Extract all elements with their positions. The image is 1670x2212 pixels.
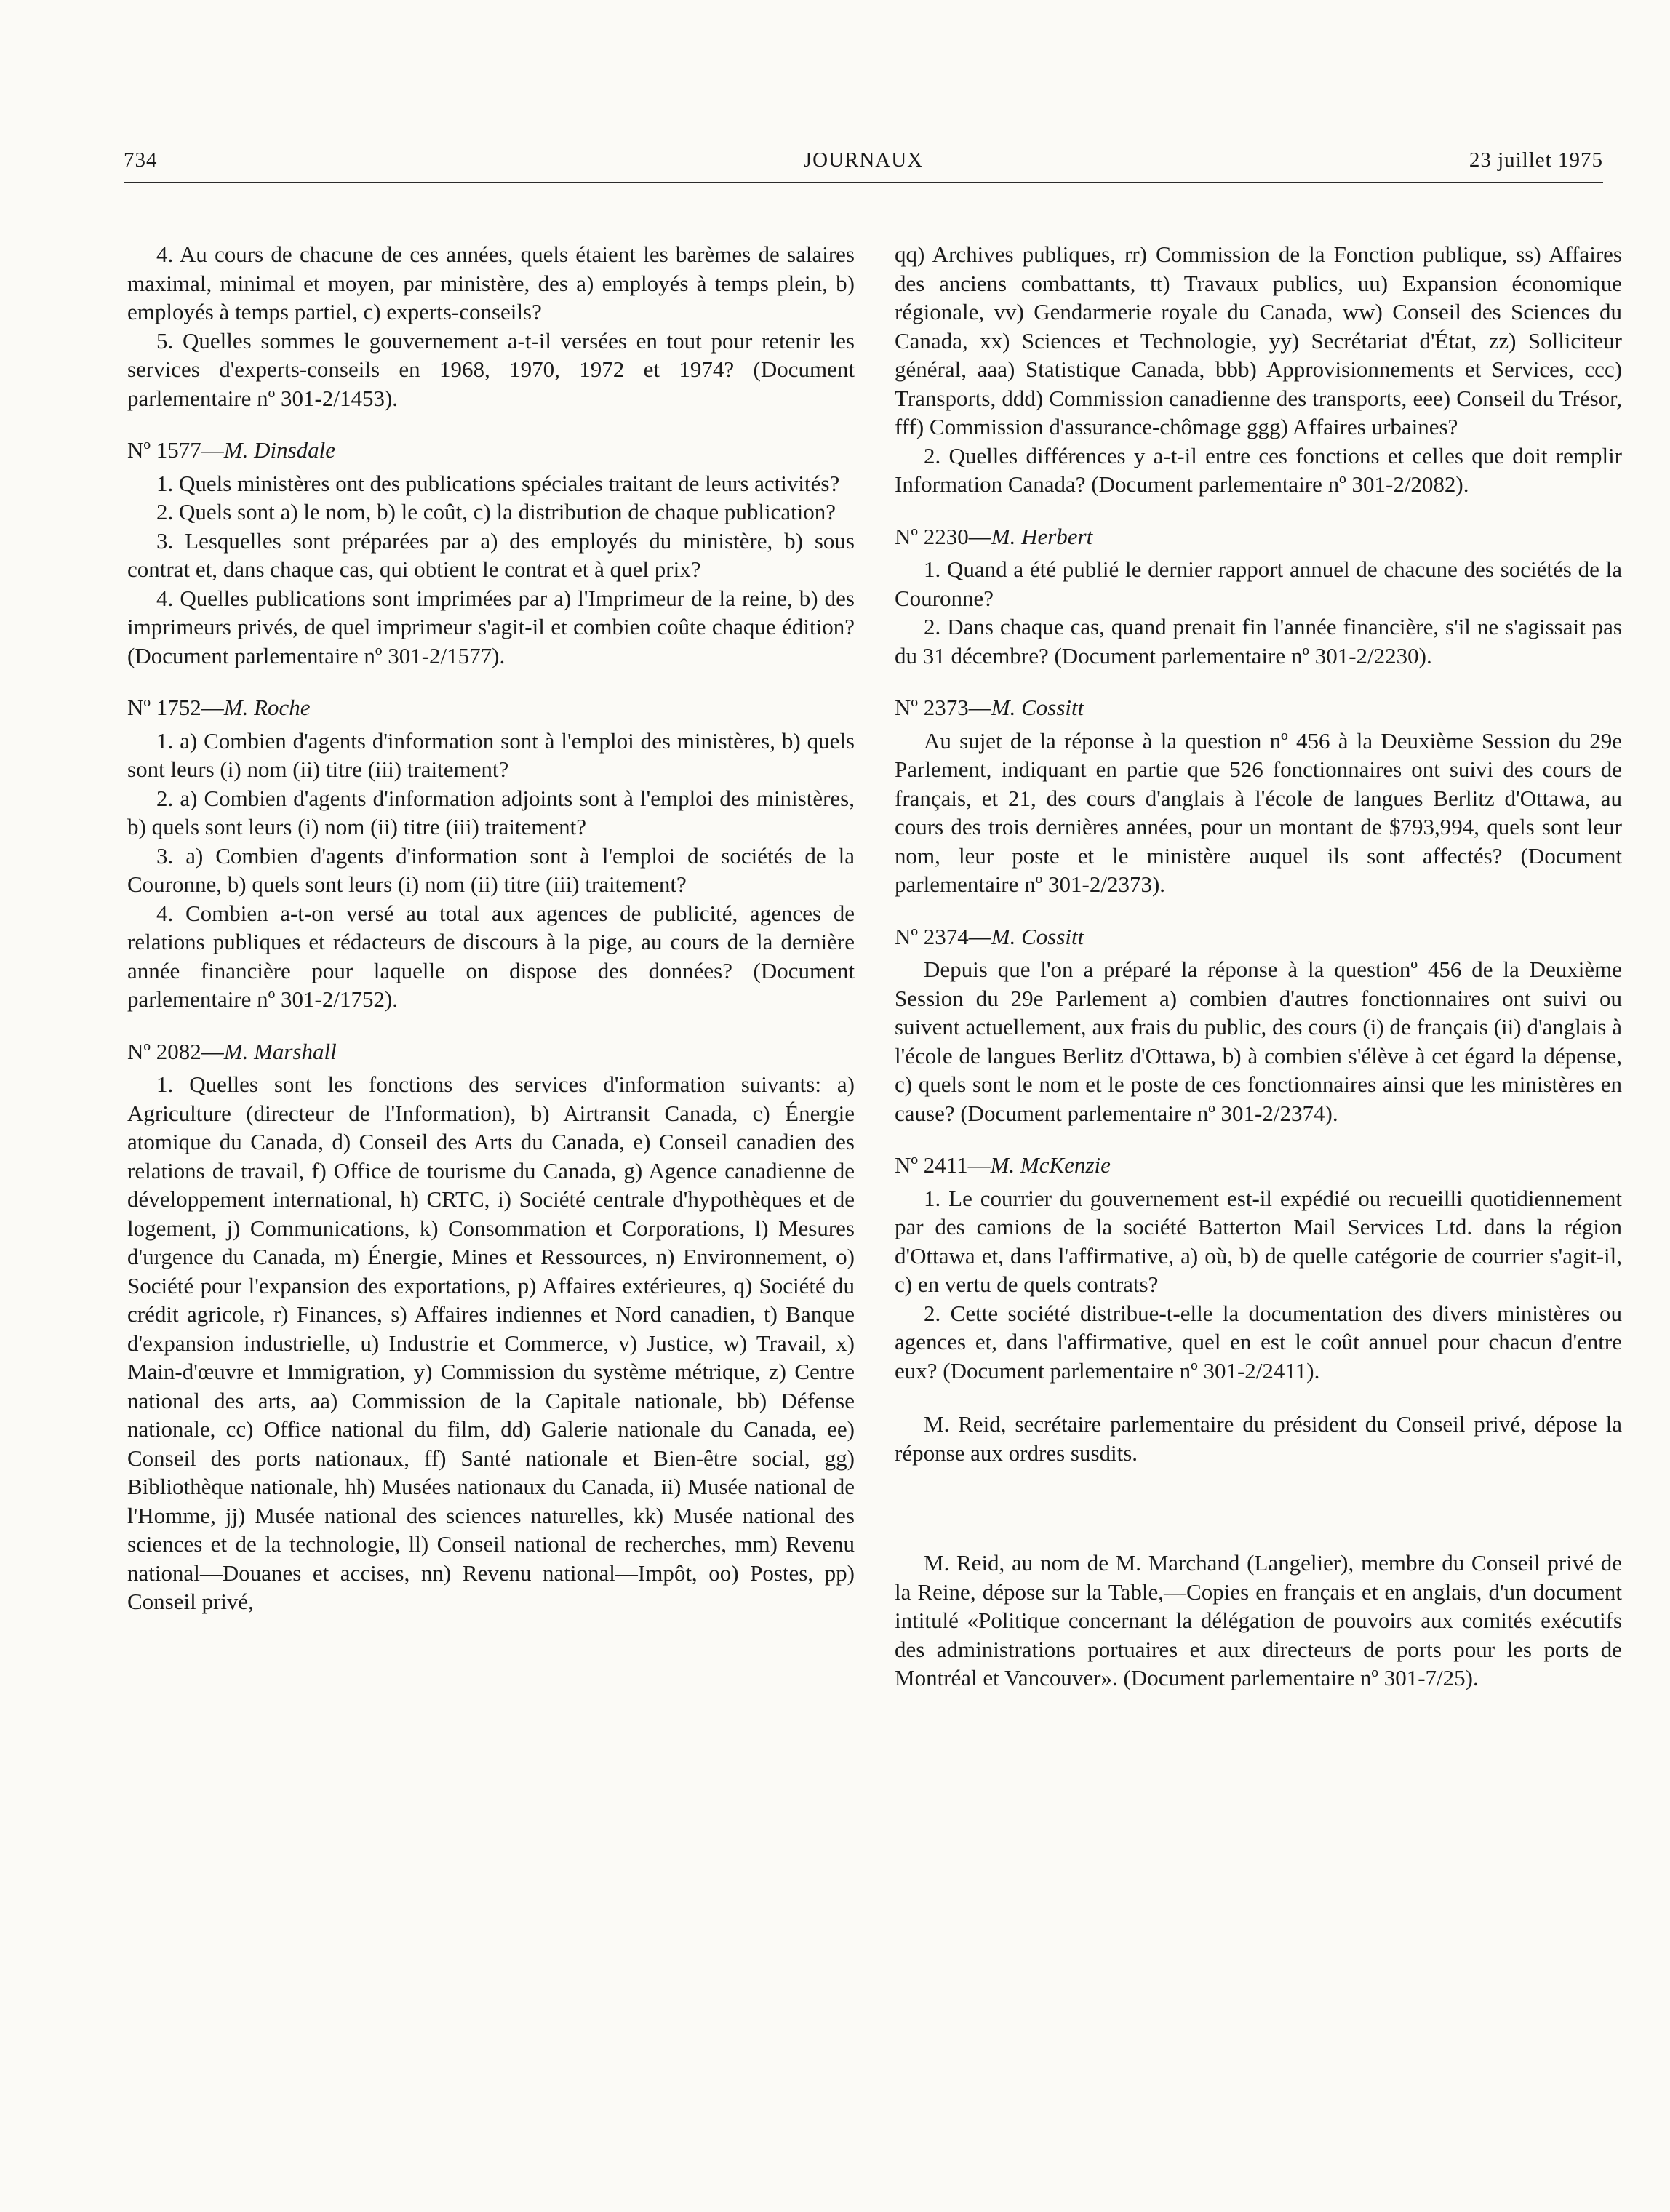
paragraph: 3. a) Combien d'agents d'information sont à l'emploi de sociétés de la Couronne, b) quels sont leurs (i) nom (ii) titre (iii) traitement? [127,842,855,897]
right-column [895,240,1622,1693]
running-title: JOURNAUX [803,148,924,172]
question-heading-1577: Nº 1577—M. Dinsdale [127,437,336,463]
paragraph: 1. a) Combien d'agents d'information sont à l'emploi des ministères, b) quels sont leurs (i) nom (ii) titre (iii) traitement? [127,727,855,782]
paragraph: 1. Le courrier du gouvernement est-il expédié ou recueilli quotidiennement par des camions de la société Batterton Mail Services Ltd. dans la région d'Ottawa et, dans l'affirmative, a) où, b) de quelle catégorie de courrier s'agit-il, c) en vertu de quels contrats? [895,1185,1622,1297]
notice-reid: M. Reid, secrétaire parlementaire du président du Conseil privé, dépose la réponse aux ordres susdits. [895,1411,1622,1466]
paragraph: 1. Quels ministères ont des publications spéciales traitant de leurs activités? [156,470,840,496]
paragraph: 1. Quand a été publié le dernier rapport annuel de chacune des sociétés de la Couronne? [895,556,1622,611]
question-heading-2230: Nº 2230—M. Herbert [895,523,1093,549]
question-heading-2411: Nº 2411—M. McKenzie [895,1152,1111,1178]
page-header [124,145,1603,183]
paragraph: 2. Cette société distribue-t-elle la documentation des divers ministères ou agences et, dans l'affirmative, quel en est le coût annuel pour chacun d'entre eux? (Document parlementaire nº 301-2/2411). [895,1300,1622,1384]
paragraph: Depuis que l'on a préparé la réponse à la questionº 456 de la Deuxième Session du 29e Parlement a) combien d'autres fonctionnaires ont suivi ou suivent actuellement, aux frais du public, des cours (i) de français (ii) d'anglais à l'école de langues Berlitz d'Ottawa, b) à combien s'élève à cet égard la dépense, c) quels sont le nom et le poste de ces fonctionnaires ainsi que les ministères en cause? (Document parlementaire nº 301-2/2374). [895,957,1622,1126]
paragraph: 2. Quelles différences y a-t-il entre ces fonctions et celles que doit remplir Information Canada? (Document parlementaire nº 301-2/2082). [895,442,1622,497]
notice-marchand: M. Reid, au nom de M. Marchand (Langelier), membre du Conseil privé de la Reine, dépose sur la Table,—Copies en français et en anglais, d'un document intitulé «Politique concernant la délégation de pouvoirs aux comités exécutifs des administrations portuaires et aux directeurs de ports pour les ports de Montréal et Vancouver». (Document parlementaire nº 301-7/25). [895,1550,1622,1690]
paragraph: 3. Lesquelles sont préparées par a) des employés du ministère, b) sous contrat et, dans chaque cas, qui obtient le contrat et à quel prix? [127,527,855,582]
paragraph: Au sujet de la réponse à la question nº 456 à la Deuxième Session du 29e Parlement, indiquant en partie que 526 fonctionnaires ont suivi des cours de français, et 21, des cours d'anglais à l'école de langues Berlitz d'Ottawa, au cours des trois dernières années, pour un montant de $793,994, quels sont leur nom, leur poste et le ministère auquel ils sont affectés? (Document parlementaire nº 301-2/2373). [895,727,1622,897]
question-heading-2373: Nº 2373—M. Cossitt [895,695,1084,720]
paragraph: 2. a) Combien d'agents d'information adjoints sont à l'emploi des ministères, b) quels sont leurs (i) nom (ii) titre (iii) traitement? [127,785,855,839]
question-heading-2082: Nº 2082—M. Marshall [127,1038,337,1064]
paragraph: 2. Dans chaque cas, quand prenait fin l'année financière, s'il ne s'agissait pas du 31 décembre? (Document parlementaire nº 301-2/2230). [895,614,1622,668]
paragraph: 5. Quelles sommes le gouvernement a-t-il versées en tout pour retenir les services d'experts-conseils en 1968, 1970, 1972 et 1974? (Document parlementaire nº 301-2/1453). [127,327,855,411]
left-column [127,240,855,1616]
paragraph: 1. Quelles sont les fonctions des services d'information suivants: a) Agriculture (directeur de l'Information), b) Airtransit Canada, c) Énergie atomique du Canada, d) Conseil des Arts du Canada, e) Conseil canadien des relations de travail, f) Office de tourisme du Canada, g) Agence canadienne de développement international, h) CRTC, i) Société centrale d'hypothèques et de logement, j) Communications, k) Consommation et Corporations, l) Mesures d'urgence du Canada, m) Énergie, Mines et Ressources, n) Environnement, o) Société pour l'expansion des exportations, p) Affaires extérieures, q) Société du crédit agricole, r) Finances, s) Affaires indiennes et Nord canadien, t) Banque d'expansion industrielle, u) Industrie et Commerce, v) Justice, w) Travail, x) Main-d'œuvre et Immigration, y) Commission du système métrique, z) Centre national des arts, aa) Commission de la Capitale nationale, bb) Défense nationale, cc) Office national du film, dd) Galerie nationale du Canada, ee) Conseil des ports nationaux, ff) Santé nationale et Bien-être social, gg) Bibliothèque nationale, hh) Musées nationaux du Canada, ii) Musée national de l'Homme, jj) Musée national des sciences naturelles, kk) Musée national des sciences et de la technologie, ll) Conseil national de recherches, mm) Revenu national—Douanes et accises, nn) Revenu national—Impôt, oo) Postes, pp) Conseil privé, [127,1071,855,1614]
paragraph: 4. Quelles publications sont imprimées par a) l'Imprimeur de la reine, b) des imprimeurs privés, de quel imprimeur s'agit-il et combien coûte chaque édition? (Document parlementaire nº 301-2/1577). [127,585,855,668]
page-date: 23 juillet 1975 [1469,148,1603,172]
question-heading-2374: Nº 2374—M. Cossitt [895,923,1084,949]
page-number: 734 [124,148,158,172]
paragraph: 4. Au cours de chacune de ces années, quels étaient les barèmes de salaires maximal, minimal et moyen, par ministère, des a) employés à temps plein, b) employés à temps partiel, c) experts-conseils? [127,241,855,324]
paragraph: 4. Combien a-t-on versé au total aux agences de publicité, agences de relations publiques et rédacteurs de discours à la pige, au cours de la dernière année financière pour laquelle on dispose des données? (Document parlementaire nº 301-2/1752). [127,900,855,1012]
question-heading-1752: Nº 1752—M. Roche [127,695,311,720]
paragraph: 2. Quels sont a) le nom, b) le coût, c) la distribution de chaque publication? [156,499,836,524]
paragraph: qq) Archives publiques, rr) Commission de la Fonction publique, ss) Affaires des anciens combattants, tt) Travaux publics, uu) Expansion économique régionale, vv) Gendarmerie royale du Canada, ww) Conseil des Sciences du Canada, xx) Sciences et Technologie, yy) Secrétariat d'État, zz) Solliciteur général, aaa) Statistique Canada, bbb) Approvisionnements et Services, ccc) Transports, ddd) Commission canadienne des transports, eee) Conseil du Trésor, fff) Commission d'assurance-chômage ggg) Affaires urbaines? [895,241,1622,439]
